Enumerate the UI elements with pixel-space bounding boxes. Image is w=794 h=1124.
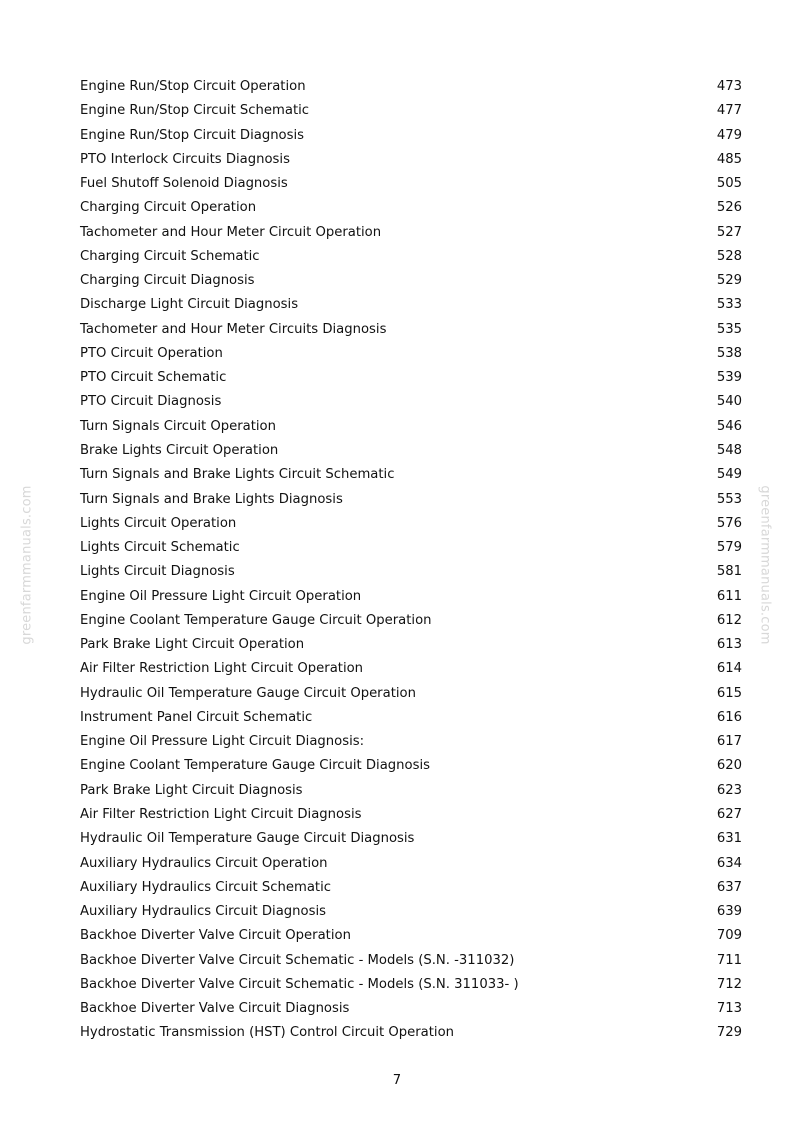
toc-entry-title: Backhoe Diverter Valve Circuit Operation xyxy=(80,928,351,944)
toc-entry-title: Turn Signals and Brake Lights Circuit Schematic xyxy=(80,467,395,483)
toc-entry[interactable] xyxy=(80,148,742,172)
toc-entry-title: Air Filter Restriction Light Circuit Operation xyxy=(80,661,364,677)
toc-entry[interactable] xyxy=(80,803,742,827)
toc-entry[interactable] xyxy=(80,99,742,123)
toc-entry-title: Engine Run/Stop Circuit Schematic xyxy=(80,103,310,119)
toc-entry[interactable] xyxy=(80,633,742,657)
toc-entry[interactable] xyxy=(80,609,742,633)
toc-entry[interactable] xyxy=(80,512,742,536)
toc-entry[interactable] xyxy=(80,682,742,706)
toc-entry-page: 613 xyxy=(716,637,742,653)
toc-entry-title: Auxiliary Hydraulics Circuit Diagnosis xyxy=(80,904,327,920)
toc-entry-title: Auxiliary Hydraulics Circuit Schematic xyxy=(80,879,332,895)
toc-entry-title: Tachometer and Hour Meter Circuits Diagnosis xyxy=(80,321,387,337)
toc-entry-title: PTO Circuit Schematic xyxy=(80,370,227,386)
toc-entry-page: 505 xyxy=(716,176,742,192)
toc-entry-page: 485 xyxy=(716,151,742,167)
toc-entry-title: Engine Oil Pressure Light Circuit Operation xyxy=(80,588,362,604)
toc-entry-page: 477 xyxy=(716,103,742,119)
toc-entry[interactable] xyxy=(80,997,742,1021)
toc-entry[interactable] xyxy=(80,488,742,512)
toc-entry-page: 634 xyxy=(716,855,742,871)
toc-entry[interactable] xyxy=(80,657,742,681)
watermark-right: greenfarmmanuals.com xyxy=(757,485,773,645)
toc-entry[interactable] xyxy=(80,366,742,390)
toc-entry-title: Park Brake Light Circuit Diagnosis xyxy=(80,782,303,798)
toc-entry-title: Discharge Light Circuit Diagnosis xyxy=(80,297,299,313)
toc-entry[interactable] xyxy=(80,196,742,220)
toc-entry-page: 620 xyxy=(716,758,742,774)
toc-entry[interactable] xyxy=(80,876,742,900)
toc-entry-title: Lights Circuit Diagnosis xyxy=(80,564,235,580)
toc-entry-title: Charging Circuit Operation xyxy=(80,200,257,216)
toc-entry-page: 533 xyxy=(716,297,742,313)
toc-entry-title: Park Brake Light Circuit Operation xyxy=(80,637,305,653)
toc-entry[interactable] xyxy=(80,124,742,148)
toc-entry[interactable] xyxy=(80,245,742,269)
toc-entry[interactable] xyxy=(80,342,742,366)
toc-entry-title: Hydrostatic Transmission (HST) Control Circuit Operation xyxy=(80,1025,455,1041)
toc-entry-title: Auxiliary Hydraulics Circuit Operation xyxy=(80,855,328,871)
toc-entry-page: 479 xyxy=(716,127,742,143)
toc-entry-title: Hydraulic Oil Temperature Gauge Circuit Diagnosis xyxy=(80,831,415,847)
toc-entry-page: 581 xyxy=(716,564,742,580)
toc-entry-page: 612 xyxy=(716,612,742,628)
toc-entry-title: Brake Lights Circuit Operation xyxy=(80,442,279,458)
toc-entry-page: 576 xyxy=(716,515,742,531)
toc-entry-page: 615 xyxy=(716,685,742,701)
toc-entry[interactable] xyxy=(80,172,742,196)
toc-entry[interactable] xyxy=(80,221,742,245)
toc-entry[interactable] xyxy=(80,852,742,876)
toc-entry[interactable] xyxy=(80,900,742,924)
toc-entry-page: 539 xyxy=(716,370,742,386)
toc-entry-title: Engine Coolant Temperature Gauge Circuit Diagnosis xyxy=(80,758,431,774)
toc-entry[interactable] xyxy=(80,390,742,414)
toc-entry-page: 709 xyxy=(716,928,742,944)
toc-entry-page: 553 xyxy=(716,491,742,507)
toc-entry-title: PTO Interlock Circuits Diagnosis xyxy=(80,151,290,167)
toc-entry-title: Fuel Shutoff Solenoid Diagnosis xyxy=(80,176,288,192)
toc-entry[interactable] xyxy=(80,827,742,851)
toc-entry[interactable] xyxy=(80,463,742,487)
toc-entry-title: Charging Circuit Schematic xyxy=(80,248,260,264)
toc-entry-page: 713 xyxy=(716,1001,742,1017)
toc-entry-page: 529 xyxy=(716,273,742,289)
toc-entry[interactable] xyxy=(80,269,742,293)
toc-entry[interactable] xyxy=(80,706,742,730)
toc-entry-title: Engine Coolant Temperature Gauge Circuit Operation xyxy=(80,612,432,628)
toc-entry[interactable] xyxy=(80,754,742,778)
toc-entry-page: 639 xyxy=(716,904,742,920)
toc-entry-title: Instrument Panel Circuit Schematic xyxy=(80,709,313,725)
toc-entry[interactable] xyxy=(80,536,742,560)
toc-entry-page: 538 xyxy=(716,345,742,361)
toc-entry-title: Tachometer and Hour Meter Circuit Operation xyxy=(80,224,382,240)
toc-entry[interactable] xyxy=(80,1021,742,1045)
toc-entry-page: 729 xyxy=(716,1025,742,1041)
toc-entry-title: Lights Circuit Schematic xyxy=(80,540,240,556)
toc-entry-title: PTO Circuit Diagnosis xyxy=(80,394,222,410)
toc-entry-title: Engine Oil Pressure Light Circuit Diagnosis: xyxy=(80,734,365,750)
toc-entry-page: 535 xyxy=(716,321,742,337)
toc-entry[interactable] xyxy=(80,924,742,948)
toc-entry-page: 623 xyxy=(716,782,742,798)
toc-entry[interactable] xyxy=(80,973,742,997)
toc-entry-title: Backhoe Diverter Valve Circuit Schematic - Models (S.N. 311033- ) xyxy=(80,976,519,992)
page-number: 7 xyxy=(392,1073,402,1088)
toc-entry[interactable] xyxy=(80,318,742,342)
toc-entry[interactable] xyxy=(80,439,742,463)
toc-entry-page: 546 xyxy=(716,418,742,434)
toc-entry-page: 616 xyxy=(716,709,742,725)
toc-entry-title: Lights Circuit Operation xyxy=(80,515,237,531)
toc-entry-page: 627 xyxy=(716,806,742,822)
toc-entry[interactable] xyxy=(80,730,742,754)
toc-entry-title: Turn Signals Circuit Operation xyxy=(80,418,276,434)
toc-entry-page: 548 xyxy=(716,442,742,458)
toc-entry-page: 549 xyxy=(716,467,742,483)
toc-entry-title: Turn Signals and Brake Lights Diagnosis xyxy=(80,491,343,507)
toc-entry[interactable] xyxy=(80,75,742,99)
toc-entry-page: 637 xyxy=(716,879,742,895)
toc-entry-page: 579 xyxy=(716,540,742,556)
toc-entry[interactable] xyxy=(80,293,742,317)
watermark-left: greenfarmmanuals.com xyxy=(19,485,35,645)
toc-entry-page: 473 xyxy=(716,79,742,94)
toc-entry-page: 528 xyxy=(716,248,742,264)
toc-entry-title: Engine Run/Stop Circuit Diagnosis xyxy=(80,127,305,143)
table-of-contents xyxy=(80,75,742,1046)
toc-entry[interactable] xyxy=(80,949,742,973)
toc-entry-page: 712 xyxy=(716,976,742,992)
toc-entry-page: 611 xyxy=(716,588,742,604)
toc-entry-title: Hydraulic Oil Temperature Gauge Circuit Operation xyxy=(80,685,416,701)
toc-entry-title: Backhoe Diverter Valve Circuit Schematic - Models (S.N. -311032) xyxy=(80,952,515,968)
toc-entry[interactable] xyxy=(80,779,742,803)
toc-entry-title: Charging Circuit Diagnosis xyxy=(80,273,255,289)
toc-entry-title: Backhoe Diverter Valve Circuit Diagnosis xyxy=(80,1001,350,1017)
toc-entry-page: 614 xyxy=(716,661,742,677)
toc-entry[interactable] xyxy=(80,585,742,609)
toc-entry[interactable] xyxy=(80,415,742,439)
toc-entry-title: Air Filter Restriction Light Circuit Diagnosis xyxy=(80,806,362,822)
toc-entry-page: 631 xyxy=(716,831,742,847)
toc-entry-page: 617 xyxy=(716,734,742,750)
toc-entry-title: PTO Circuit Operation xyxy=(80,345,223,361)
toc-entry-page: 540 xyxy=(716,394,742,410)
toc-entry-title: Engine Run/Stop Circuit Operation xyxy=(80,79,306,94)
toc-entry[interactable] xyxy=(80,560,742,584)
toc-entry-page: 711 xyxy=(716,952,742,968)
toc-entry-page: 527 xyxy=(716,224,742,240)
toc-entry-page: 526 xyxy=(716,200,742,216)
